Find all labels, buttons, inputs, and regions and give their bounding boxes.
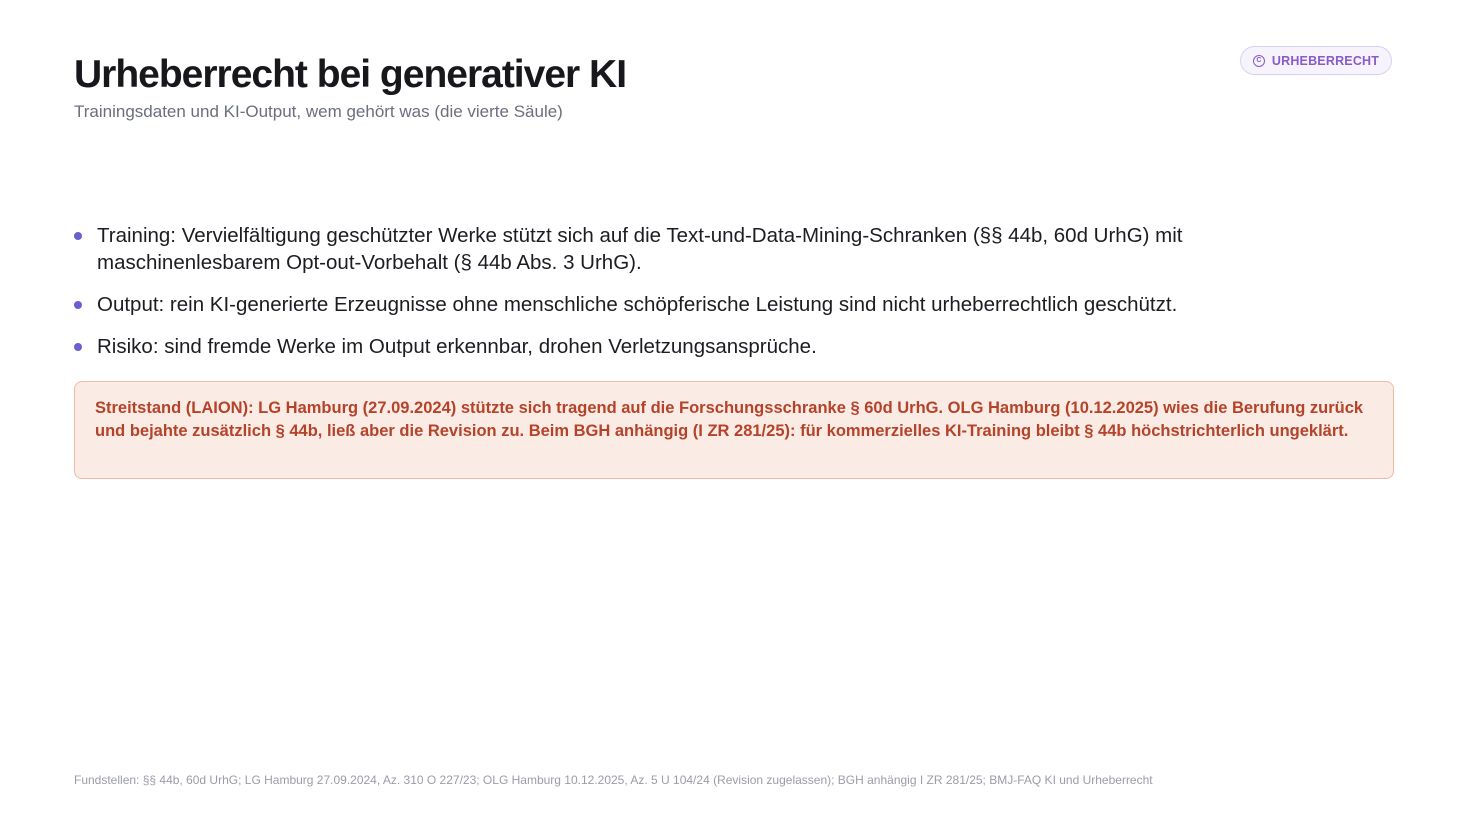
copyright-icon: C bbox=[1253, 55, 1265, 67]
bullet-list bbox=[74, 222, 1274, 375]
bullet-text: Training: Vervielfältigung geschützter Werke stützt sich auf die Text-und-Data-Mining-Schranken (§§ 44b, 60d UrhG) mit maschinenlesbarem Opt-out-Vorbehalt (§ 44b Abs. 3 UrhG). bbox=[97, 224, 1183, 274]
bullet-text: Risiko: sind fremde Werke im Output erkennbar, drohen Verletzungsansprüche. bbox=[97, 335, 817, 358]
bullet-dot-icon bbox=[74, 301, 82, 309]
page-title: Urheberrecht bei generativer KI bbox=[74, 53, 627, 96]
warning-callout bbox=[74, 381, 1394, 479]
bullet-training bbox=[74, 222, 1274, 276]
bullet-dot-icon bbox=[74, 343, 82, 351]
badge-label: URHEBERRECHT bbox=[1271, 53, 1380, 68]
callout-text: Streitstand (LAION): LG Hamburg (27.09.2024) stützte sich tragend auf die Forschungsschranke § 60d UrhG. OLG Hamburg (10.12.2025) wies die Berufung zurück und bejahte zusätzlich § 44b, ließ aber die Revision zu. Beim BGH anhängig (I ZR 281/25): für kommerzielles KI-Training bleibt § 44b höchstrichterlich ungeklärt. bbox=[95, 399, 1364, 440]
bullet-output bbox=[74, 291, 1274, 318]
bullet-text: Output: rein KI-generierte Erzeugnisse ohne menschliche schöpferische Leistung sind nicht urheberrechtlich geschützt. bbox=[97, 293, 1178, 316]
topic-badge bbox=[1240, 46, 1392, 75]
page-subtitle: Trainingsdaten und KI-Output, wem gehört was (die vierte Säule) bbox=[74, 102, 563, 121]
bullet-risiko bbox=[74, 333, 1274, 360]
bullet-dot-icon bbox=[74, 232, 82, 240]
footnote-sources: Fundstellen: §§ 44b, 60d UrhG; LG Hamburg 27.09.2024, Az. 310 O 227/23; OLG Hamburg 10.12.2025, Az. 5 U 104/24 (Revision zugelassen); BGH anhängig I ZR 281/25; BMJ-FAQ KI und Urheberrecht bbox=[74, 773, 1153, 787]
